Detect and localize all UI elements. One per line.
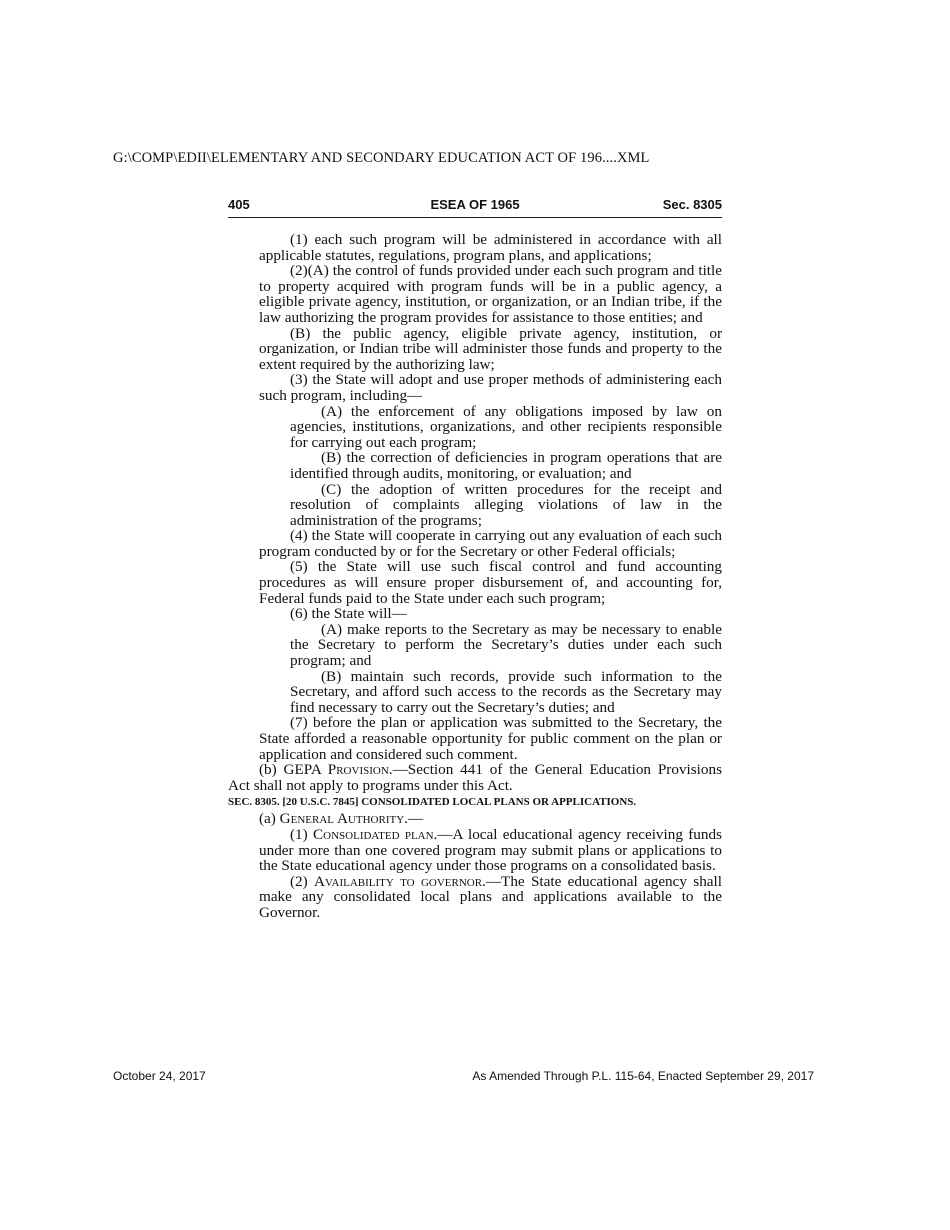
paragraph: (A) make reports to the Secretary as may be necessary to enable the Secretary to perform the Secretary’s duties under each such program; and [290, 620, 722, 670]
paragraph-a2 [228, 874, 722, 921]
subsection-b-heading: GEPA Provision. [283, 761, 393, 779]
subsection-a [228, 811, 722, 827]
file-path: G:\COMP\EDII\ELEMENTARY AND SECONDARY EDUCATION ACT OF 196....XML [113, 150, 650, 166]
paragraph-list [228, 232, 722, 762]
running-title: ESEA OF 1965 [430, 197, 520, 212]
footer-date: October 24, 2017 [113, 1069, 206, 1083]
paragraph: (1) each such program will be administered in accordance with all applicable statutes, regulations, program plans, and applications; [259, 231, 722, 264]
paragraph-a2-heading: Availability to governor. [314, 872, 486, 890]
subsection-a-prefix: (a) [259, 810, 280, 828]
paragraph: (A) the enforcement of any obligations imposed by law on agencies, institutions, organizations, and other recipients responsible for carrying out each program; [290, 402, 722, 451]
paragraph: (B) the public agency, eligible private agency, institution, or organization, or Indian tribe will administer those funds and property to the extent required by the authorizing law; [259, 324, 722, 373]
section-heading: SEC. 8305. [20 U.S.C. 7845] CONSOLIDATED LOCAL PLANS OR APPLICATIONS. [228, 796, 637, 809]
paragraph: (7) before the plan or application was submitted to the Secretary, the State afforded a reasonable opportunity for public comment on the plan or application and considered such comment. [259, 714, 722, 763]
subsection-a-heading: General Authority. [279, 810, 408, 828]
paragraph-a1-prefix: (1) [290, 825, 314, 843]
paragraph: (C) the adoption of written procedures for the receipt and resolution of complaints alleging violations of law in the administration of the programs; [290, 480, 722, 529]
paragraph: (B) the correction of deficiencies in program operations that are identified through audits, monitoring, or evaluation; and [290, 449, 722, 482]
paragraph: (5) the State will use such fiscal control and fund accounting procedures as will ensure proper disbursement of, and accounting for, Federal funds paid to the State under each such program; [259, 558, 722, 607]
section-label: Sec. 8305 [662, 197, 722, 212]
running-head [228, 197, 722, 218]
subsection-b [228, 762, 722, 793]
page-number: 405 [228, 197, 250, 212]
paragraph-a2-text: —The State educational agency shall make any consolidated local plans and applications available to the Governor. [259, 872, 722, 921]
subsection-b-text: —Section 441 of the General Education Provisions Act shall not apply to programs under this Act. [228, 761, 722, 794]
paragraph: (4) the State will cooperate in carrying out any evaluation of each such program conducted by or for the Secretary or other Federal officials; [259, 527, 722, 560]
document-body [228, 232, 722, 921]
paragraph: (B) maintain such records, provide such information to the Secretary, and afford such access to the records as the Secretary may find necessary to carry out the Secretary’s duties; and [290, 667, 722, 716]
paragraph: (3) the State will adopt and use proper methods of administering each such program, including— [259, 371, 722, 404]
paragraph-a2-prefix: (2) [290, 872, 315, 890]
paragraph-a1-heading: Consolidated plan. [313, 825, 438, 843]
paragraph-a1 [228, 827, 722, 874]
subsection-b-prefix: (b) [259, 761, 284, 779]
paragraph: (2)(A) the control of funds provided under each such program and title to property acquired with program funds will be in a public agency, a eligible private agency, institution, or organization, or an Indian tribe, if the law authorizing the program provides for assistance to those entities; and [259, 262, 722, 326]
paragraph: (6) the State will— [290, 605, 407, 623]
footer-amended: As Amended Through P.L. 115-64, Enacted September 29, 2017 [472, 1069, 814, 1083]
subsection-a-suffix: — [407, 810, 424, 828]
paragraph-a1-text: —A local educational agency receiving funds under more than one covered program may submit plans or applications to the State educational agency under those programs on a consolidated basis. [259, 825, 722, 875]
